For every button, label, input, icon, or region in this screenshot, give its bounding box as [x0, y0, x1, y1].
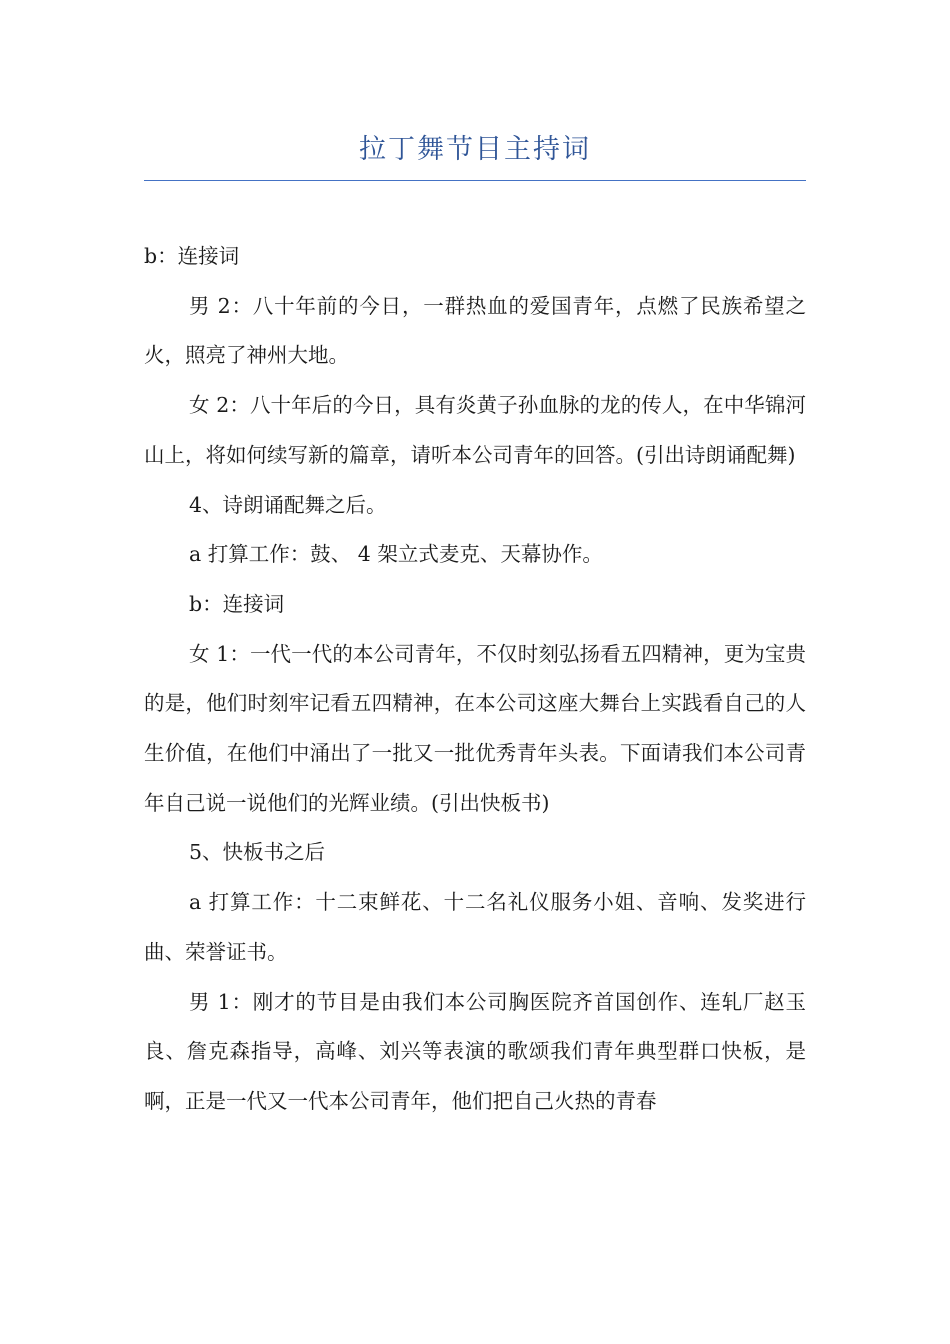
paragraph: a 打算工作：鼓、 4 架立式麦克、天幕协作。 — [189, 542, 603, 567]
paragraph: 5、快板书之后 — [189, 840, 326, 865]
paragraph: b：连接词 — [189, 591, 285, 616]
paragraph: b：连接词 — [144, 244, 240, 268]
title-underline — [144, 180, 806, 181]
paragraph: 4、诗朗诵配舞之后。 — [189, 492, 387, 517]
paragraph: 男 1：刚才的节目是由我们本公司胸医院齐首国创作、连轧厂赵玉良、詹克森指导，高峰、刘兴等表演的歌颂我们青年典型群口快板，是啊，正是一代又一代本公司青年，他们把自己火热的青春 — [144, 989, 806, 1113]
paragraph: a 打算工作：十二束鲜花、十二名礼仪服务小姐、音响、发奖进行曲、荣誉证书。 — [144, 890, 806, 964]
paragraph: 女 1：一代一代的本公司青年，不仅时刻弘扬看五四精神，更为宝贵的是，他们时刻牢记看五四精神，在本公司这座大舞台上实践看自己的人生价值，在他们中涌出了一批又一批优秀青年头表。下面请我们本公司青年自己说一说他们的光辉业绩。(引出快板书) — [144, 641, 806, 815]
document-body — [144, 232, 806, 1127]
paragraph: 男 2：八十年前的今日，一群热血的爱国青年，点燃了民族希望之火，照亮了神州大地。 — [144, 293, 806, 368]
paragraph: 女 2：八十年后的今日，具有炎黄子孙血脉的龙的传人，在中华锦河山上，将如何续写新的篇章，请听本公司青年的回答。(引出诗朗诵配舞) — [144, 393, 806, 467]
page-title: 拉丁舞节目主持词 — [359, 134, 591, 165]
